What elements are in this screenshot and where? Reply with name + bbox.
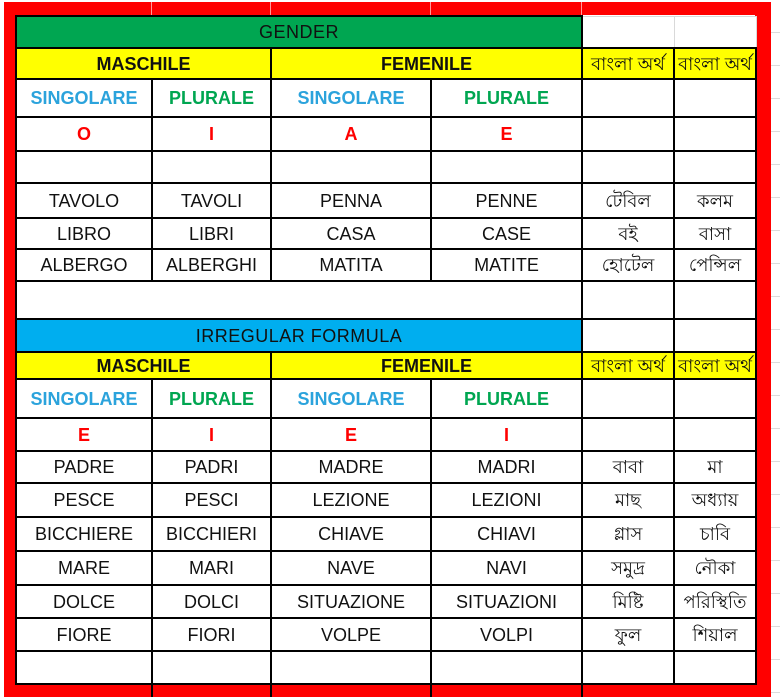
- empty-cell[interactable]: [674, 151, 756, 183]
- empty-cell[interactable]: [674, 651, 756, 684]
- empty-cell[interactable]: [582, 651, 674, 684]
- maschile-header[interactable]: MASCHILE: [16, 48, 271, 79]
- word-cell[interactable]: FIORI: [152, 618, 271, 651]
- word-cell[interactable]: MADRE: [271, 451, 431, 483]
- bangla-cell[interactable]: নৌকা: [674, 551, 756, 585]
- empty-cell[interactable]: [674, 117, 756, 151]
- plurale-f-header[interactable]: PLURALE: [431, 379, 582, 418]
- ending-cell[interactable]: I: [152, 418, 271, 451]
- empty-cell[interactable]: [674, 16, 756, 48]
- bangla-header[interactable]: বাংলা অর্থ: [582, 352, 674, 379]
- word-cell[interactable]: FIORE: [16, 618, 152, 651]
- table-area: [15, 15, 755, 683]
- gridline: [151, 2, 152, 15]
- bangla-header[interactable]: বাংলা অর্থ: [674, 48, 756, 79]
- bangla-cell[interactable]: চাবি: [674, 517, 756, 551]
- empty-cell[interactable]: [271, 151, 431, 183]
- ending-cell[interactable]: E: [16, 418, 152, 451]
- table-row: [16, 451, 756, 483]
- word-cell[interactable]: MARE: [16, 551, 152, 585]
- bangla-cell[interactable]: পেন্সিল: [674, 249, 756, 281]
- empty-cell[interactable]: [582, 319, 674, 352]
- grammar-table: [15, 15, 757, 685]
- bangla-cell[interactable]: ফুল: [582, 618, 674, 651]
- bangla-cell[interactable]: অধ্যায়: [674, 483, 756, 517]
- empty-cell[interactable]: [582, 117, 674, 151]
- bangla-header[interactable]: বাংলা অর্থ: [582, 48, 674, 79]
- plurale-f-header[interactable]: PLURALE: [431, 79, 582, 117]
- word-cell[interactable]: LIBRO: [16, 218, 152, 249]
- sheet-margin-strip: [771, 0, 780, 697]
- gender-title-cell[interactable]: GENDER: [16, 16, 582, 48]
- word-cell[interactable]: MATITE: [431, 249, 582, 281]
- word-cell[interactable]: PADRI: [152, 451, 271, 483]
- word-cell[interactable]: TAVOLO: [16, 183, 152, 218]
- empty-cell[interactable]: [582, 379, 674, 418]
- empty-cell[interactable]: [674, 79, 756, 117]
- gridline: [581, 2, 582, 15]
- bangla-cell[interactable]: শিয়াল: [674, 618, 756, 651]
- word-cell[interactable]: PESCE: [16, 483, 152, 517]
- ending-cell[interactable]: I: [152, 117, 271, 151]
- table-row: [16, 183, 756, 218]
- gridline: [151, 683, 153, 697]
- word-cell[interactable]: ALBERGHI: [152, 249, 271, 281]
- bangla-cell[interactable]: কলম: [674, 183, 756, 218]
- bangla-cell[interactable]: মাছ: [582, 483, 674, 517]
- word-cell[interactable]: DOLCI: [152, 585, 271, 618]
- word-cell[interactable]: PENNE: [431, 183, 582, 218]
- ending-cell[interactable]: E: [431, 117, 582, 151]
- word-cell[interactable]: MARI: [152, 551, 271, 585]
- singolare-f-header[interactable]: SINGOLARE: [271, 379, 431, 418]
- ending-cell[interactable]: I: [431, 418, 582, 451]
- empty-cell[interactable]: [152, 151, 271, 183]
- word-cell[interactable]: ALBERGO: [16, 249, 152, 281]
- word-cell[interactable]: CHIAVI: [431, 517, 582, 551]
- table-row: [16, 618, 756, 651]
- gridline: [270, 683, 272, 697]
- empty-cell[interactable]: [674, 379, 756, 418]
- empty-cell[interactable]: [674, 418, 756, 451]
- word-cell[interactable]: MADRI: [431, 451, 582, 483]
- word-cell[interactable]: DOLCE: [16, 585, 152, 618]
- table-row: [16, 218, 756, 249]
- empty-cell[interactable]: [16, 651, 152, 684]
- word-cell[interactable]: SITUAZIONE: [271, 585, 431, 618]
- word-cell[interactable]: TAVOLI: [152, 183, 271, 218]
- word-cell[interactable]: LIBRI: [152, 218, 271, 249]
- word-cell[interactable]: PENNA: [271, 183, 431, 218]
- plurale-m-header[interactable]: PLURALE: [152, 79, 271, 117]
- empty-cell[interactable]: [582, 79, 674, 117]
- gridline: [581, 683, 583, 697]
- ending-cell[interactable]: A: [271, 117, 431, 151]
- bangla-cell[interactable]: বাবা: [582, 451, 674, 483]
- empty-cell[interactable]: [582, 16, 674, 48]
- empty-cell[interactable]: [582, 281, 674, 319]
- empty-cell[interactable]: [431, 151, 582, 183]
- table-row: [16, 517, 756, 551]
- word-cell[interactable]: VOLPE: [271, 618, 431, 651]
- bangla-cell[interactable]: মিষ্টি: [582, 585, 674, 618]
- maschile-header[interactable]: MASCHILE: [16, 352, 271, 379]
- irregular-formula-title-cell[interactable]: IRREGULAR FORMULA: [16, 319, 582, 352]
- word-cell[interactable]: BICCHIERI: [152, 517, 271, 551]
- word-cell[interactable]: CASA: [271, 218, 431, 249]
- empty-cell[interactable]: [16, 281, 582, 319]
- plurale-m-header[interactable]: PLURALE: [152, 379, 271, 418]
- empty-cell[interactable]: [582, 151, 674, 183]
- bangla-cell[interactable]: বই: [582, 218, 674, 249]
- empty-cell[interactable]: [674, 281, 756, 319]
- table-row: [16, 585, 756, 618]
- word-cell[interactable]: MATITA: [271, 249, 431, 281]
- empty-cell[interactable]: [271, 651, 431, 684]
- bangla-cell[interactable]: টেবিল: [582, 183, 674, 218]
- word-cell[interactable]: NAVI: [431, 551, 582, 585]
- bangla-cell[interactable]: সমুদ্র: [582, 551, 674, 585]
- word-cell[interactable]: PESCI: [152, 483, 271, 517]
- bangla-cell[interactable]: গ্লাস: [582, 517, 674, 551]
- bangla-cell[interactable]: মা: [674, 451, 756, 483]
- empty-cell[interactable]: [16, 151, 152, 183]
- word-cell[interactable]: VOLPI: [431, 618, 582, 651]
- bangla-header[interactable]: বাংলা অর্থ: [674, 352, 756, 379]
- word-cell[interactable]: PADRE: [16, 451, 152, 483]
- singolare-m-header[interactable]: SINGOLARE: [16, 379, 152, 418]
- empty-cell[interactable]: [152, 651, 271, 684]
- bangla-cell[interactable]: পরিস্থিতি: [674, 585, 756, 618]
- table-row: [16, 249, 756, 281]
- bangla-cell[interactable]: হোটেল: [582, 249, 674, 281]
- ending-cell[interactable]: E: [271, 418, 431, 451]
- word-cell[interactable]: LEZIONI: [431, 483, 582, 517]
- singolare-m-header[interactable]: SINGOLARE: [16, 79, 152, 117]
- word-cell[interactable]: CHIAVE: [271, 517, 431, 551]
- word-cell[interactable]: LEZIONE: [271, 483, 431, 517]
- empty-cell[interactable]: [674, 319, 756, 352]
- empty-cell[interactable]: [431, 651, 582, 684]
- word-cell[interactable]: CASE: [431, 218, 582, 249]
- singolare-f-header[interactable]: SINGOLARE: [271, 79, 431, 117]
- ending-cell[interactable]: O: [16, 117, 152, 151]
- gridline: [430, 683, 432, 697]
- gridline: [430, 2, 431, 15]
- empty-cell[interactable]: [582, 418, 674, 451]
- femenile-header[interactable]: FEMENILE: [271, 48, 582, 79]
- word-cell[interactable]: NAVE: [271, 551, 431, 585]
- gridline: [270, 2, 271, 15]
- table-row: [16, 551, 756, 585]
- word-cell[interactable]: BICCHIERE: [16, 517, 152, 551]
- word-cell[interactable]: SITUAZIONI: [431, 585, 582, 618]
- table-row: [16, 483, 756, 517]
- femenile-header[interactable]: FEMENILE: [271, 352, 582, 379]
- bangla-cell[interactable]: বাসা: [674, 218, 756, 249]
